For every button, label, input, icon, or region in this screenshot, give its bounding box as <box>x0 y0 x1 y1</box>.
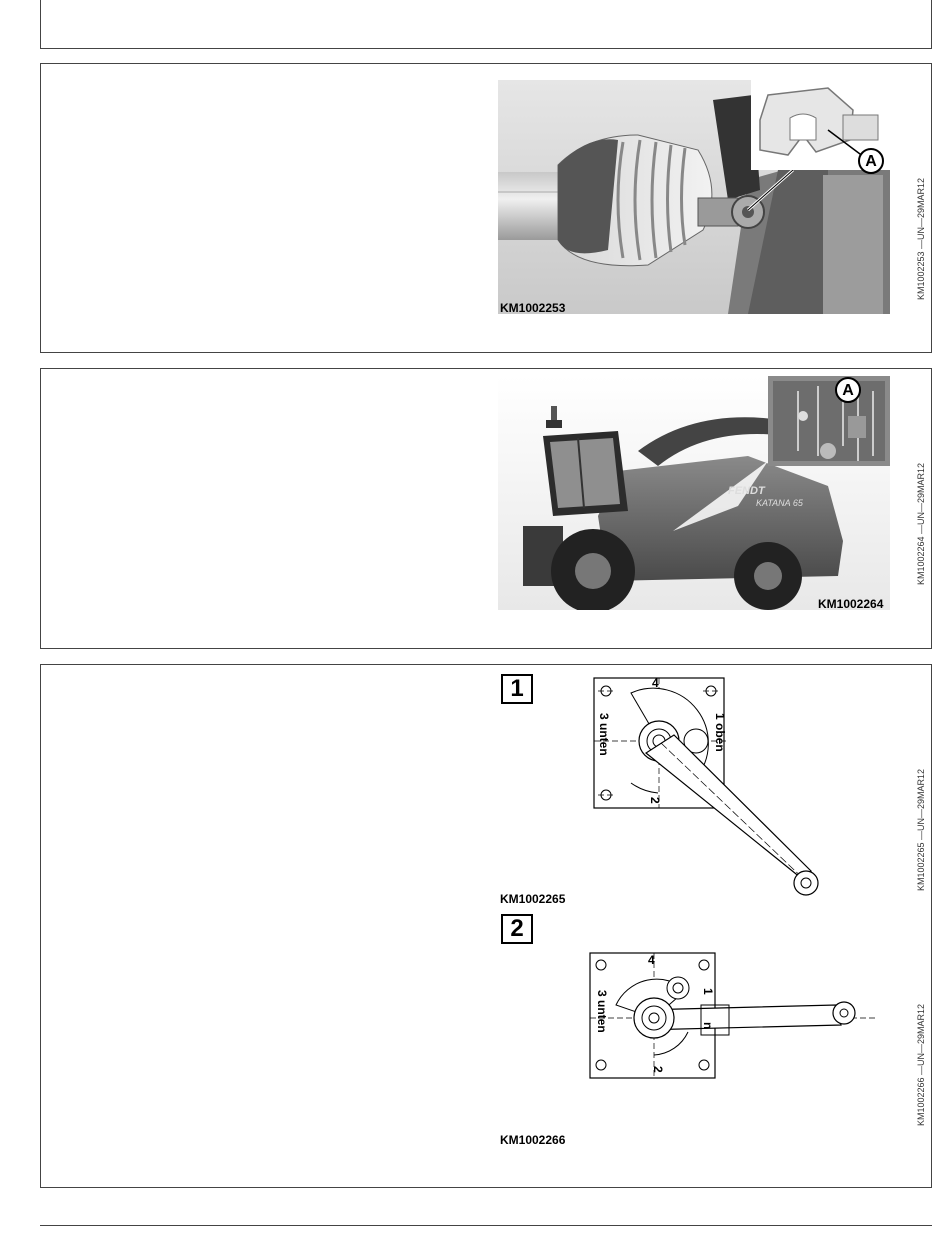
figure-caption: KM1002266 <box>500 1133 566 1147</box>
figure-caption: KM1002265 <box>500 892 566 906</box>
callout-a: A <box>835 377 861 403</box>
label-right: 1 oben <box>713 713 727 752</box>
header-box <box>40 0 932 49</box>
model-text: KATANA 65 <box>756 498 803 508</box>
lever-diagram-2 <box>586 950 886 1085</box>
section-1 <box>40 63 932 353</box>
section-2 <box>40 368 932 649</box>
label-left: 3 unten <box>597 713 611 756</box>
callout-a: A <box>858 148 884 174</box>
brand-text: FENDT <box>728 485 765 497</box>
figure-caption: KM1002264 <box>818 597 884 611</box>
side-reference: KM1002264 —UN—29MAR12 <box>916 462 926 586</box>
driveshaft-illustration <box>498 80 890 314</box>
step-number-2: 2 <box>501 914 533 944</box>
driveshaft-photo <box>498 80 890 314</box>
harvester-photo <box>498 376 890 610</box>
label-bottom: 2 <box>648 797 662 804</box>
label-right-bottom: n <box>701 1022 715 1030</box>
lever-diagram-1 <box>586 673 876 908</box>
label-top: 4 <box>648 953 655 967</box>
label-bottom: 2 <box>651 1066 665 1073</box>
side-reference: KM1002265 —UN—29MAR12 <box>916 768 926 892</box>
step-number-1: 1 <box>501 674 533 704</box>
side-reference: KM1002266 —UN—29MAR12 <box>916 1003 926 1127</box>
label-left: 3 unten <box>595 990 609 1033</box>
harvester-illustration <box>498 376 890 610</box>
side-reference: KM1002253 —UN—29MAR12 <box>916 177 926 301</box>
label-right-top: 1 <box>701 988 715 995</box>
label-top: 4 <box>652 676 659 690</box>
figure-caption: KM1002253 <box>500 301 566 315</box>
footer-divider <box>40 1225 932 1226</box>
section-3 <box>40 664 932 1188</box>
